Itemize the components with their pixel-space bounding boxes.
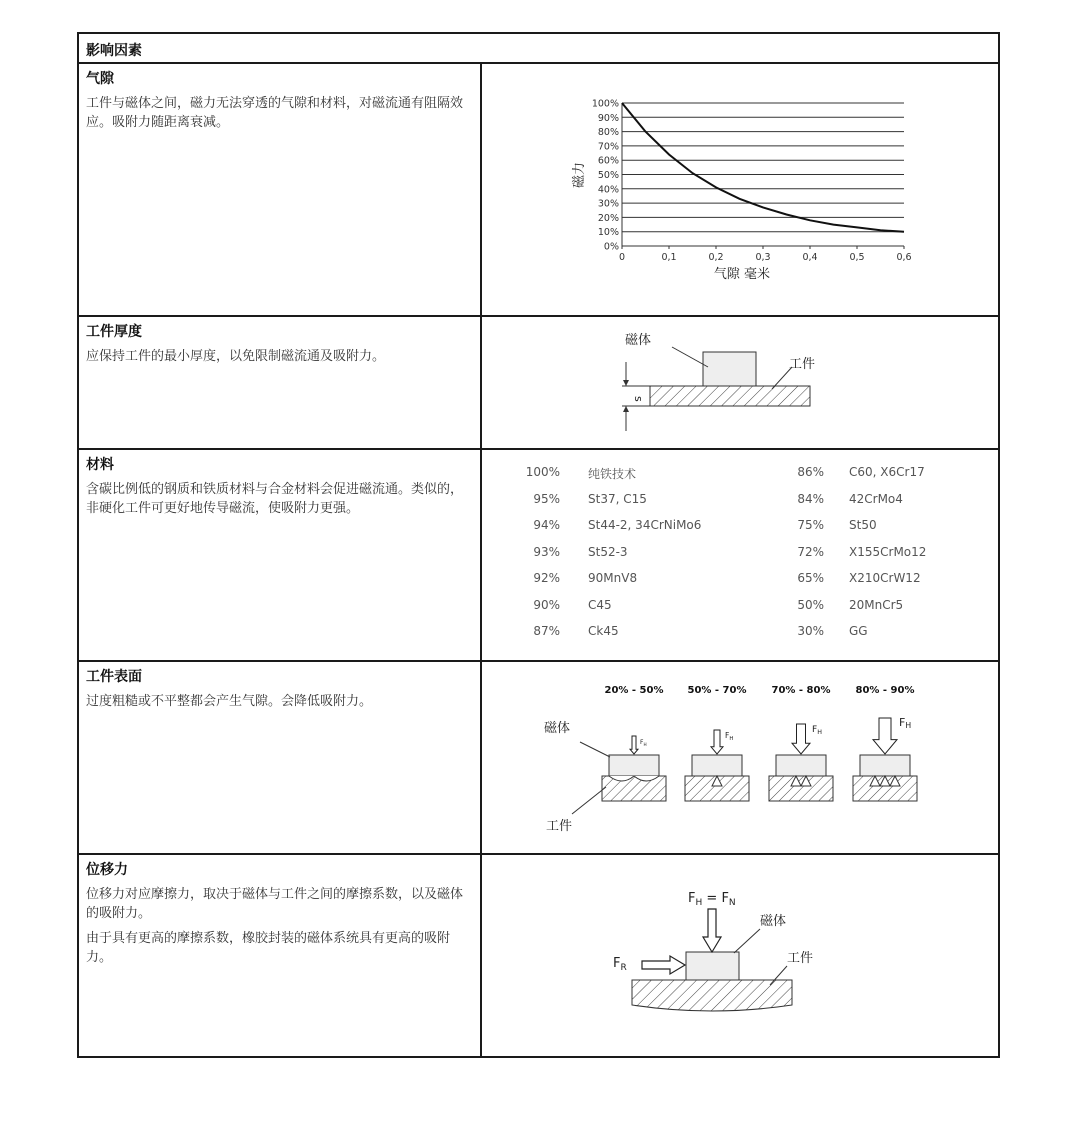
- holding-force-arrow-icon: [630, 736, 638, 754]
- x-axis-label: 气隙 毫米: [713, 267, 771, 282]
- material-name: C45: [588, 597, 612, 612]
- material-percent: 95%: [533, 491, 560, 506]
- material-name: St37, C15: [588, 491, 647, 506]
- arrowhead-icon: [623, 380, 629, 386]
- series-line: [622, 103, 904, 232]
- thickness-diagram-cell: [482, 317, 998, 448]
- air-gap-chart-cell: [482, 64, 998, 315]
- row-title: 位移力: [86, 862, 128, 878]
- material-name: St50: [849, 518, 877, 532]
- y-tick-label: 40%: [597, 184, 619, 196]
- workpiece-plate: [650, 386, 810, 406]
- fr-label: $F_R$: [613, 956, 627, 973]
- x-tick-label: 0,6: [896, 252, 912, 263]
- y-tick-label: 70%: [597, 141, 619, 153]
- material-percent: 65%: [797, 571, 824, 585]
- material-name: X210CrW12: [849, 571, 921, 585]
- magnet-leader-line: [580, 742, 610, 757]
- row-description: 由于具有更高的摩擦系数，橡胶封装的磁体系统具有更高的吸附力。: [86, 931, 451, 965]
- displacement-magnet-label: 磁体: [760, 914, 787, 929]
- row-material-text: [79, 450, 482, 660]
- row-title: 工件厚度: [86, 324, 142, 340]
- surface-case: [685, 685, 749, 801]
- material-percent: 87%: [533, 624, 560, 638]
- row-air-gap: [79, 64, 998, 317]
- surface-magnet-label: 磁体: [544, 721, 571, 736]
- material-percent: 93%: [533, 544, 560, 559]
- magnet-block: [703, 352, 756, 386]
- material-percent: 75%: [797, 518, 824, 532]
- force-label: $F_H$: [812, 725, 822, 736]
- holding-force-arrow-icon: [873, 718, 897, 754]
- surface-case: [853, 685, 917, 801]
- y-tick-label: 90%: [597, 112, 619, 124]
- displacement-diagram-cell: [482, 855, 998, 1056]
- workpiece-plate: [632, 980, 792, 1011]
- workpiece-label: 工件: [789, 357, 816, 372]
- workpiece-leader-line: [572, 787, 606, 814]
- magnet-block: [692, 755, 742, 776]
- x-tick-label: 0,5: [849, 252, 865, 263]
- displacement-diagram: [482, 855, 998, 1054]
- magnet-block: [776, 755, 826, 776]
- row-title: 材料: [86, 457, 114, 473]
- x-tick-label: 0: [618, 252, 626, 263]
- row-displacement-text: [79, 855, 482, 1056]
- x-tick-label: 0,2: [708, 252, 724, 263]
- material-name: St44-2, 34CrNiMo6: [588, 518, 702, 532]
- material-percent: 100%: [525, 465, 560, 479]
- surface-range-label: 50% - 70%: [687, 685, 747, 696]
- surface-diagram: [482, 662, 998, 853]
- y-tick-label: 80%: [597, 127, 619, 139]
- workpiece-block: [602, 776, 666, 801]
- y-tick-label: 20%: [597, 212, 619, 224]
- x-tick-label: 0,1: [661, 252, 677, 263]
- material-table-cell: [482, 450, 998, 660]
- material-name: St52-3: [588, 544, 628, 559]
- y-tick-label: 50%: [597, 170, 619, 181]
- row-thickness-text: [79, 317, 482, 448]
- table-header-title: 影响因素: [86, 43, 142, 59]
- material-percent: 92%: [533, 571, 560, 585]
- surface-range-label: 70% - 80%: [771, 685, 831, 696]
- y-tick-label: 60%: [597, 155, 619, 167]
- material-name: 90MnV8: [588, 571, 638, 585]
- holding-force-arrow-icon: [711, 730, 723, 754]
- material-name: 纯铁技术: [588, 467, 637, 481]
- holding-force-arrow-icon: [703, 909, 721, 952]
- magnet-block: [860, 755, 910, 776]
- x-tick-label: 0,3: [755, 252, 771, 263]
- workpiece-block: [769, 776, 833, 801]
- magnet-label: 磁体: [625, 333, 652, 348]
- influence-factors-table: [77, 32, 1000, 1058]
- magnet-block: [609, 755, 659, 776]
- material-name: X155CrMo12: [849, 544, 927, 559]
- row-description: 含碳比例低的钢质和铁质材料与合金材料会促进磁流通。类似的，非硬化工件可更好地传导磁流，使吸附力更强。: [86, 482, 464, 516]
- thickness-symbol: s: [632, 396, 645, 402]
- material-percent: 30%: [797, 624, 824, 638]
- material-name: GG: [849, 624, 868, 638]
- y-tick-label: 100%: [591, 98, 619, 110]
- material-percent: 50%: [797, 597, 824, 612]
- material-name: Ck45: [588, 624, 619, 638]
- row-title: 气隙: [86, 71, 114, 87]
- row-material: [79, 450, 998, 662]
- row-displacement: [79, 855, 998, 1056]
- y-tick-label: 0%: [603, 241, 619, 253]
- row-surface-text: [79, 662, 482, 853]
- material-percent: 84%: [797, 491, 824, 506]
- material-name: C60, X6Cr17: [849, 465, 925, 479]
- surface-case: [769, 685, 833, 801]
- fh-fn-label: $F_H = F_N$: [688, 891, 736, 908]
- material-name: 20MnCr5: [849, 597, 904, 612]
- material-percent: 72%: [797, 544, 824, 559]
- row-description: 应保持工件的最小厚度，以免限制磁流通及吸附力。: [86, 349, 386, 364]
- material-percent: 90%: [533, 597, 560, 612]
- row-description: 过度粗糙或不平整都会产生气隙。会降低吸附力。: [86, 694, 373, 709]
- x-tick-label: 0,4: [802, 252, 818, 263]
- magnet-block: [686, 952, 739, 980]
- row-surface: [79, 662, 998, 855]
- force-label: $F_H$: [640, 739, 647, 747]
- surface-range-label: 80% - 90%: [855, 685, 915, 696]
- material-percent: 94%: [533, 518, 560, 532]
- surface-workpiece-label: 工件: [546, 819, 573, 834]
- surface-case: [602, 685, 666, 801]
- surface-diagram-cell: [482, 662, 998, 853]
- material-percent: 86%: [797, 465, 824, 479]
- row-description: 工件与磁体之间，磁力无法穿透的气隙和材料，对磁流通有阻隔效应。吸附力随距离衰减。: [86, 96, 464, 130]
- surface-range-label: 20% - 50%: [604, 685, 664, 696]
- row-thickness: [79, 317, 998, 450]
- arrowhead-icon: [623, 406, 629, 412]
- holding-force-arrow-icon: [792, 724, 810, 754]
- y-tick-label: 30%: [597, 198, 619, 210]
- displacement-force-arrow-icon: [642, 956, 685, 974]
- table-header: [79, 34, 998, 64]
- air-gap-chart: [482, 64, 998, 315]
- displacement-workpiece-label: 工件: [787, 951, 814, 966]
- force-label: $F_H$: [725, 731, 734, 742]
- thickness-diagram: [482, 317, 998, 448]
- y-tick-label: 10%: [597, 227, 619, 239]
- y-axis-label: 磁力: [572, 161, 587, 189]
- row-air-gap-text: [79, 64, 482, 315]
- material-name: 42CrMo4: [849, 491, 903, 506]
- row-title: 工件表面: [86, 669, 142, 685]
- magnet-leader-line: [734, 929, 760, 953]
- row-description: 位移力对应摩擦力，取决于磁体与工件之间的摩擦系数，以及磁体的吸附力。: [86, 887, 464, 921]
- force-label: FH: [899, 716, 912, 730]
